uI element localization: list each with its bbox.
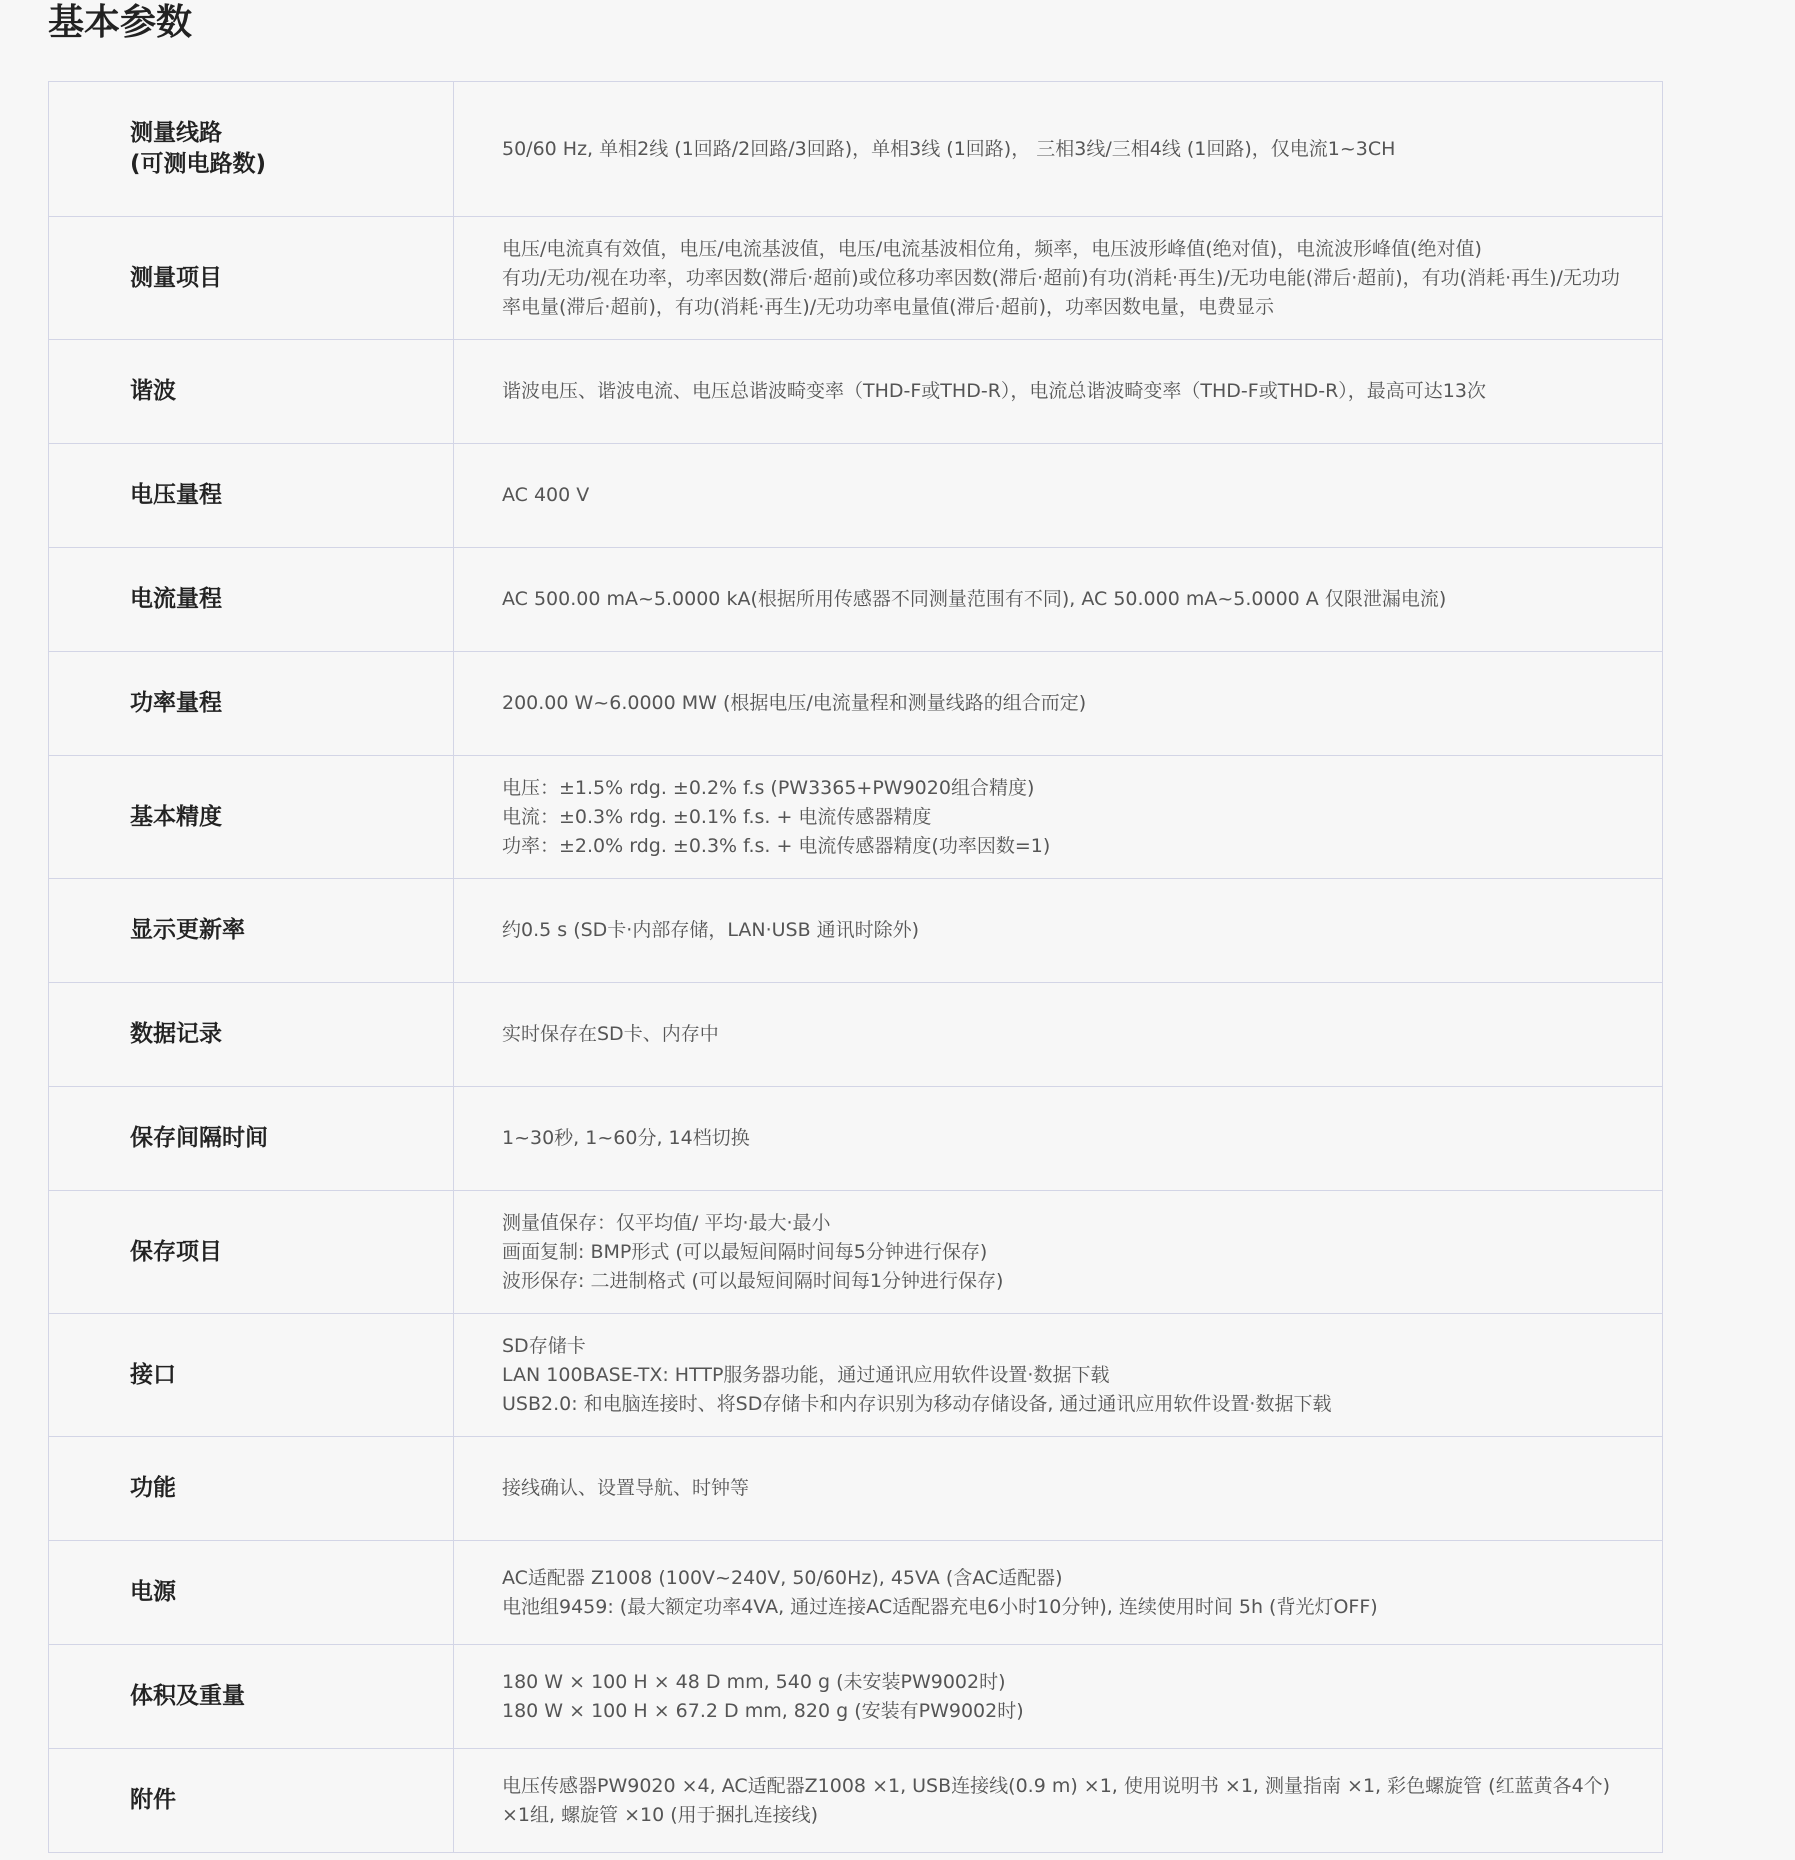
spec-row-power-supply xyxy=(49,1541,1663,1645)
spec-value-line: 电压/电流真有效值，电压/电流基波值，电压/电流基波相位角，频率，电压波形峰值(绝对值)，电流波形峰值(绝对值) xyxy=(502,237,1482,260)
spec-value xyxy=(454,756,1663,879)
spec-value-line: 波形保存: 二进制格式 (可以最短间隔时间每1分钟进行保存) xyxy=(502,1269,1004,1292)
spec-label: 体积及重量 xyxy=(49,1645,454,1749)
spec-value-line: 有功/无功/视在功率，功率因数(滞后·超前)或位移功率因数(滞后·超前)有功(消耗·再生)/无功电能(滞后·超前)，有功(消耗·再生)/无功功率电量(滞后·超前)，有功(消耗·再生)/无功功率电量值(滞后·超前)，功率因数电量，电费显示 xyxy=(502,266,1620,318)
spec-value xyxy=(454,1191,1663,1314)
spec-label: 显示更新率 xyxy=(49,879,454,983)
spec-row-current-range xyxy=(49,548,1663,652)
spec-value-line: 电流：±0.3% rdg. ±0.1% f.s. + 电流传感器精度 xyxy=(502,805,932,828)
spec-value xyxy=(454,879,1663,983)
spec-label: 保存间隔时间 xyxy=(49,1087,454,1191)
spec-row-save-interval xyxy=(49,1087,1663,1191)
spec-label: 功率量程 xyxy=(49,652,454,756)
spec-row-dimensions-weight xyxy=(49,1645,1663,1749)
spec-value xyxy=(454,1314,1663,1437)
spec-label: 附件 xyxy=(49,1749,454,1853)
spec-row-interface xyxy=(49,1314,1663,1437)
spec-value-line: 画面复制: BMP形式 (可以最短间隔时间每5分钟进行保存) xyxy=(502,1240,988,1263)
spec-value xyxy=(454,217,1663,340)
spec-value-line: 接线确认、设置导航、时钟等 xyxy=(502,1477,750,1499)
spec-label: 测量项目 xyxy=(49,217,454,340)
spec-row-refresh-rate xyxy=(49,879,1663,983)
spec-value xyxy=(454,983,1663,1087)
spec-row-items xyxy=(49,217,1663,340)
spec-value-line: 50/60 Hz, 单相2线 (1回路/2回路/3回路)，单相3线 (1回路)， 三相3线/三相4线 (1回路)，仅电流1~3CH xyxy=(502,137,1396,160)
spec-value-line: 电池组9459: (最大额定功率4VA, 通过连接AC适配器充电6小时10分钟), 连续使用时间 5h (背光灯OFF) xyxy=(502,1595,1378,1618)
spec-label: 接口 xyxy=(49,1314,454,1437)
spec-value xyxy=(454,1437,1663,1541)
spec-value xyxy=(454,652,1663,756)
spec-label: 谐波 xyxy=(49,340,454,444)
spec-row-harmonics xyxy=(49,340,1663,444)
spec-label: 功能 xyxy=(49,1437,454,1541)
spec-row-voltage-range xyxy=(49,444,1663,548)
spec-value xyxy=(454,1749,1663,1853)
spec-value-line: LAN 100BASE-TX: HTTP服务器功能，通过通讯应用软件设置·数据下载 xyxy=(502,1363,1110,1386)
spec-value xyxy=(454,548,1663,652)
spec-value-line: 180 W × 100 H × 48 D mm, 540 g (未安装PW9002时) xyxy=(502,1670,1006,1693)
spec-label: 电源 xyxy=(49,1541,454,1645)
spec-value xyxy=(454,1645,1663,1749)
spec-label: 电流量程 xyxy=(49,548,454,652)
spec-row-save-items xyxy=(49,1191,1663,1314)
spec-value-line: 实时保存在SD卡、内存中 xyxy=(502,1023,719,1045)
spec-row-functions xyxy=(49,1437,1663,1541)
spec-value-line: 电压传感器PW9020 ×4, AC适配器Z1008 ×1, USB连接线(0.9 m) ×1, 使用说明书 ×1, 测量指南 ×1, 彩色螺旋管 (红蓝黄各4个) ×1组, 螺旋管 ×10 (用于捆扎连接线) xyxy=(502,1774,1611,1826)
spec-value-line: SD存储卡 xyxy=(502,1334,586,1357)
spec-row-data-recording xyxy=(49,983,1663,1087)
spec-value xyxy=(454,340,1663,444)
spec-value-line: 测量值保存：仅平均值/ 平均·最大·最小 xyxy=(502,1211,831,1234)
spec-value-line: 1~30秒, 1~60分, 14档切换 xyxy=(502,1127,750,1149)
spec-value-line: 电压：±1.5% rdg. ±0.2% f.s (PW3365+PW9020组合精度) xyxy=(502,776,1035,799)
spec-value-line: 约0.5 s (SD卡·内部存储，LAN·USB 通讯时除外) xyxy=(502,919,920,941)
spec-value-line: 功率：±2.0% rdg. ±0.3% f.s. + 电流传感器精度(功率因数=1) xyxy=(502,834,1051,857)
spec-value xyxy=(454,1087,1663,1191)
spec-value xyxy=(454,444,1663,548)
spec-row-accessories xyxy=(49,1749,1663,1853)
spec-label: 保存项目 xyxy=(49,1191,454,1314)
spec-label: 基本精度 xyxy=(49,756,454,879)
spec-row-circuits xyxy=(49,82,1663,217)
spec-value-line: 谐波电压、谐波电流、电压总谐波畸变率（THD-F或THD-R），电流总谐波畸变率（THD-F或THD-R），最高可达13次 xyxy=(502,380,1486,402)
spec-value-line: 200.00 W~6.0000 MW (根据电压/电流量程和测量线路的组合而定) xyxy=(502,692,1087,714)
spec-value-line: AC 500.00 mA~5.0000 kA(根据所用传感器不同测量范围有不同), AC 50.000 mA~5.0000 A 仅限泄漏电流) xyxy=(502,588,1447,610)
spec-value-line: AC 400 V xyxy=(502,484,590,506)
spec-value-line: AC适配器 Z1008 (100V~240V, 50/60Hz), 45VA (含AC适配器) xyxy=(502,1566,1063,1589)
spec-value-line: 180 W × 100 H × 67.2 D mm, 820 g (安装有PW9002时) xyxy=(502,1699,1024,1722)
spec-label: 测量线路 (可测电路数) xyxy=(49,82,454,217)
spec-table xyxy=(48,81,1663,1853)
spec-label: 数据记录 xyxy=(49,983,454,1087)
spec-value xyxy=(454,1541,1663,1645)
spec-row-power-range xyxy=(49,652,1663,756)
spec-value-line: USB2.0: 和电脑连接时、将SD存储卡和内存识别为移动存储设备, 通过通讯应用软件设置·数据下载 xyxy=(502,1392,1332,1415)
spec-value xyxy=(454,82,1663,217)
spec-label: 电压量程 xyxy=(49,444,454,548)
spec-row-accuracy xyxy=(49,756,1663,879)
page-title: 基本参数 xyxy=(48,2,193,43)
